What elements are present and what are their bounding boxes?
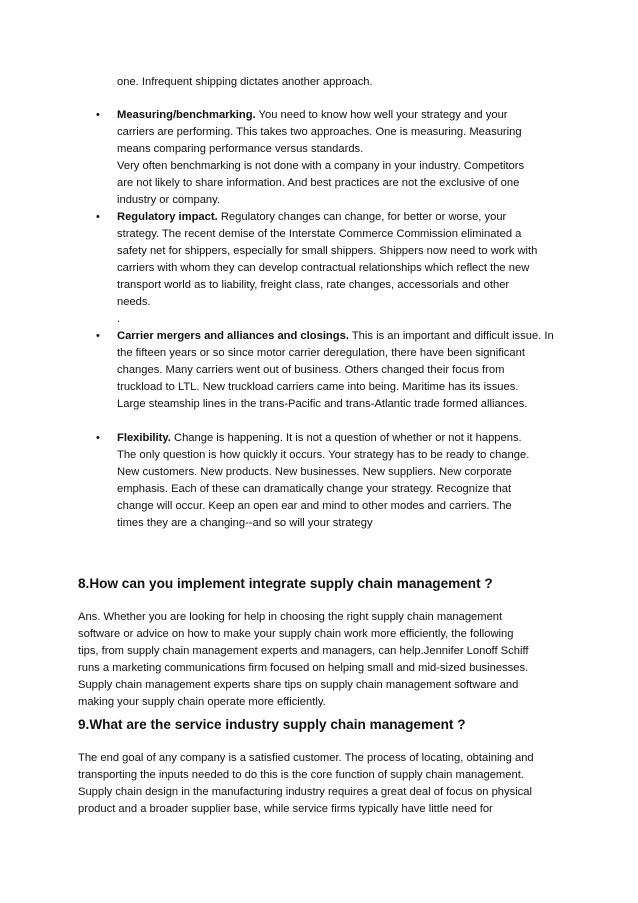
answer-paragraph-q8 xyxy=(78,609,570,711)
bullet-title: Regulatory impact. xyxy=(117,211,218,223)
paragraph-line: tips, from supply chain management experts and managers, can help.Jennifer Lonoff Schiff xyxy=(78,645,529,657)
bullet-list xyxy=(96,107,574,532)
section-heading-q8: 8.How can you implement integrate supply chain management ? xyxy=(78,576,493,591)
bullet-title: Measuring/benchmarking. xyxy=(117,109,256,121)
bullet-text: are not likely to share information. And best practices are not the exclusive of one xyxy=(117,177,520,189)
bullet-text: You need to know how well your strategy and your xyxy=(258,109,508,121)
bullet-text: This is an important and difficult issue. In xyxy=(351,330,554,342)
bullet-text: Regulatory changes can change, for better or worse, your xyxy=(220,211,507,223)
bullet-text: means comparing performance versus standards. xyxy=(117,143,364,155)
bullet-text: carriers with whom they can develop contractual relationships which reflect the new xyxy=(117,262,530,274)
bullet-text: . xyxy=(117,313,121,325)
bullet-text: The only question is how quickly it occurs. Your strategy has to be ready to change. xyxy=(117,449,530,461)
bullet-text: transport world as to liability, freight class, rate changes, accessorials and other xyxy=(117,279,510,291)
bullet-item xyxy=(96,430,574,532)
paragraph-line: Supply chain management experts share tips on supply chain management software and xyxy=(78,679,519,691)
bullet-dot-icon: • xyxy=(96,109,100,121)
paragraph-line: product and a broader supplier base, while service firms typically have little need for xyxy=(78,803,493,815)
bullet-title: Carrier mergers and alliances and closings. xyxy=(117,330,349,342)
bullet-text: Very often benchmarking is not done with a company in your industry. Competitors xyxy=(117,160,525,172)
bullet-text: changes. Many carriers went out of business. Others changed their focus from xyxy=(117,364,505,376)
answer-paragraph-q9 xyxy=(78,750,570,818)
bullet-dot-icon: • xyxy=(96,211,100,223)
paragraph-line: runs a marketing communications firm focused on helping small and mid-sized businesses. xyxy=(78,662,529,674)
bullet-text: industry or company. xyxy=(117,194,221,206)
bullet-item xyxy=(96,328,574,413)
bullet-text: emphasis. Each of these can dramatically change your strategy. Recognize that xyxy=(117,483,512,495)
continuation-text: one. Infrequent shipping dictates another approach. xyxy=(117,76,373,88)
bullet-text: needs. xyxy=(117,296,151,308)
bullet-text: carriers are performing. This takes two approaches. One is measuring. Measuring xyxy=(117,126,522,138)
bullet-text: strategy. The recent demise of the Interstate Commerce Commission eliminated a xyxy=(117,228,522,240)
bullet-title: Flexibility. xyxy=(117,432,171,444)
bullet-dot-icon: • xyxy=(96,432,100,444)
bullet-text: times they are a changing--and so will your strategy xyxy=(117,517,373,529)
bullet-text: safety net for shippers, especially for small shippers. Shippers now need to work with xyxy=(117,245,538,257)
paragraph-line: transporting the inputs needed to do this is the core function of supply chain management. xyxy=(78,769,524,781)
bullet-item xyxy=(96,107,574,209)
bullet-text: truckload to LTL. New truckload carriers came into being. Maritime has its issues. xyxy=(117,381,519,393)
bullet-text: Change is happening. It is not a question of whether or not it happens. xyxy=(174,432,522,444)
paragraph-line: Supply chain design in the manufacturing industry requires a great deal of focus on physical xyxy=(78,786,532,798)
bullet-text: Large steamship lines in the trans-Pacific and trans-Atlantic trade formed alliances. xyxy=(117,398,528,410)
paragraph-line: Ans. Whether you are looking for help in choosing the right supply chain management xyxy=(78,611,503,623)
bullet-dot-icon: • xyxy=(96,330,100,342)
bullet-item xyxy=(96,209,574,328)
bullet-text: New customers. New products. New businesses. New suppliers. New corporate xyxy=(117,466,512,478)
paragraph-line: software or advice on how to make your supply chain work more efficiently, the following xyxy=(78,628,514,640)
bullet-text: change will occur. Keep an open ear and mind to other modes and carriers. The xyxy=(117,500,512,512)
paragraph-line: making your supply chain operate more efficiently. xyxy=(78,696,326,708)
section-heading-q9: 9.What are the service industry supply chain management ? xyxy=(78,717,466,732)
bullet-text: the fifteen years or so since motor carrier deregulation, there have been significant xyxy=(117,347,525,359)
paragraph-line: The end goal of any company is a satisfied customer. The process of locating, obtaining and xyxy=(78,752,534,764)
